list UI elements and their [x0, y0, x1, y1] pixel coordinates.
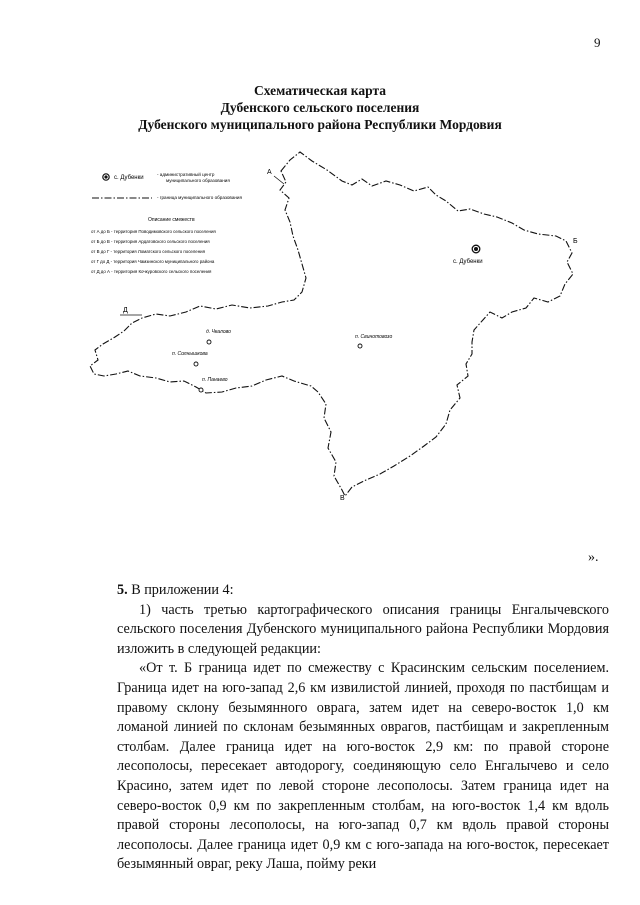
border-description-paragraph: «От т. Б граница идет по смежеству с Красинским сельским поселением. Граница идет на юго-запад 2,6 км извилистой линией, проходя по пастбищам и правому склону безымянного оврага, затем идет на северо-восток 1,0 км ломаной линией по склонам безымянных оврагов, пастбищам и закрепленным столбам. Далее граница идет на юго-восток 2,9 км: по правой стороне лесополосы, пересекает автодорогу, соединяющую село Енгалычево и село Красино, затем идет по левой стороне лесополосы. Затем граница идет на северо-восток 0,9 км по закрепленным столбам, на юго-восток 1,4 км вдоль правой стороны лесополосы, на юго-запад 0,7 км вдоль правой стороны лесополосы. Далее граница идет 0,9 км с юго-запада на юго-восток, пересекает безымянный овраг, реку Лаша, пойму реки [117, 660, 609, 873]
map-title-line-3: Дубенского муниципального района Республики Мордовия [138, 117, 502, 132]
legend-center-desc-1: - административный центр [157, 172, 215, 177]
section-number: 5. [117, 582, 128, 598]
amendment-item-1: 1) часть третью картографического описания границы Енгалычевского сельского поселения Дубенского муниципального района Республики Мордовия изложить в следующей редакции: [117, 601, 609, 657]
map-title-line-1: Схематическая карта [253, 83, 387, 98]
section-heading [117, 581, 609, 601]
settlement-dubenki-label: с. Дубенки [453, 259, 483, 265]
settlement-4-marker [194, 362, 198, 366]
settlement-3-label: д. Чкалово [206, 329, 231, 335]
point-a-label: А [267, 169, 272, 176]
settlement-5-label: п. Панаево [202, 377, 228, 383]
legend-adjacency-line-5: от Д до А - территория Кочкуровского сельского поселения [91, 269, 212, 274]
settlement-4-label: п. Солнышкова [172, 351, 208, 357]
legend-center-desc-2: муниципального образования [166, 178, 230, 183]
point-d-label: Д [123, 307, 128, 314]
section-intro: В приложении 4: [131, 582, 234, 598]
settlement-dubenki-marker-dot [474, 247, 478, 251]
municipal-border [90, 152, 573, 496]
settlement-5-marker [199, 388, 203, 392]
legend-adjacency-line-2: от Б до В - территория Ардатовского сельского поселения [91, 239, 210, 244]
amendment-text [117, 581, 609, 875]
point-v-label: В [340, 495, 345, 502]
point-b-label: Б [573, 238, 578, 245]
legend-center-label: с. Дубенки [114, 175, 144, 181]
legend-border-desc: - граница муниципального образования [157, 195, 242, 200]
settlement-3-marker [207, 340, 211, 344]
map-title-line-2: Дубенского сельского поселения [220, 100, 420, 115]
legend-center-marker-dot [104, 175, 107, 178]
legend-adjacency-line-1: от А до Б - территория Поводимовского сельского поселения [91, 229, 216, 234]
quote-close: ». [588, 550, 599, 565]
page-number: 9 [594, 35, 601, 50]
legend-adjacency-line-3: от В до Г - территория Ломатского сельского поселения [91, 249, 205, 254]
settlement-2-marker [358, 344, 362, 348]
point-a-leader [274, 176, 284, 184]
settlement-2-label: п. Свинотовозо [355, 334, 393, 340]
legend-adjacency-title: Описание смежеств [148, 217, 195, 223]
legend-adjacency-line-4: от Г до Д - территория Чамзинского муниципального района [91, 259, 215, 264]
